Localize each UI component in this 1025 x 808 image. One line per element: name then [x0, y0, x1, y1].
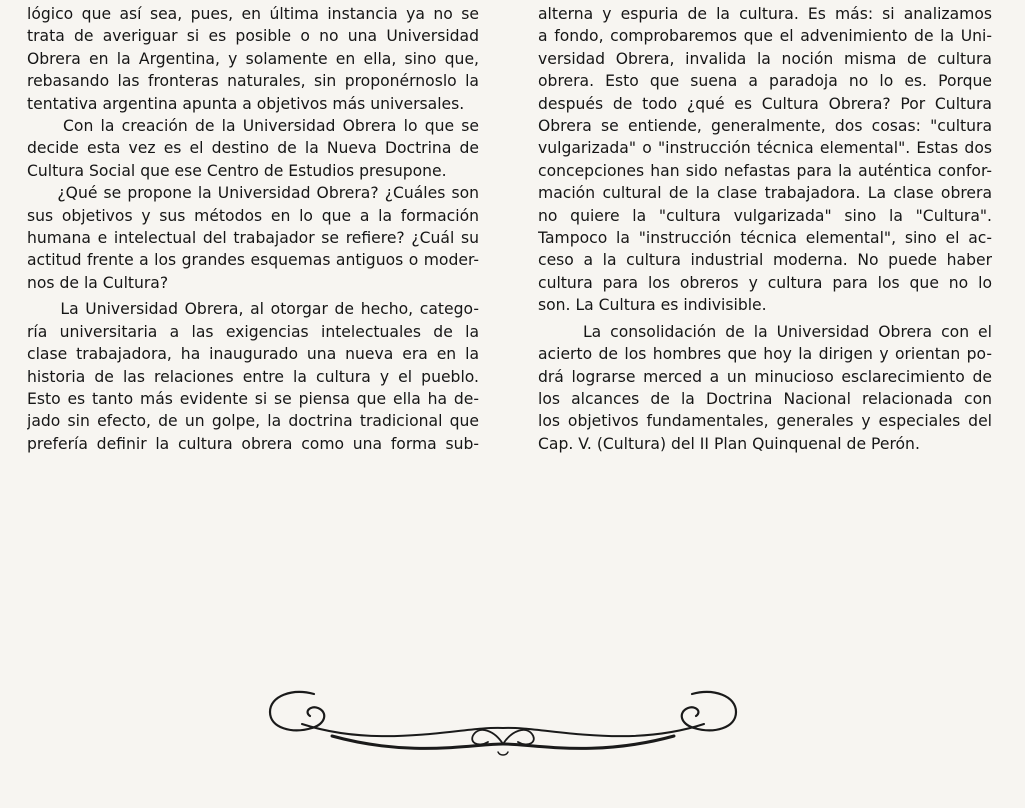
text-line: actitud frente a los grandes esquemas antiguos o moder-	[27, 251, 479, 270]
text-line: nos de la Cultura?	[27, 273, 169, 292]
text-line: versidad Obrera, invalida la noción misma de cultura	[538, 49, 992, 68]
text-line: ¿Qué se propone la Universidad Obrera? ¿Cuáles son	[27, 184, 479, 203]
paragraph	[27, 182, 479, 294]
paragraph	[538, 3, 992, 317]
text-line: lógico que así sea, pues, en última instancia ya no se	[27, 5, 479, 23]
text-line: después de todo ¿qué es Cultura Obrera? Por Cultura	[538, 94, 992, 113]
text-line: no quiere la "cultura vulgarizada" sino la "Cultura".	[538, 206, 992, 225]
text-line: concepciones han sido nefastas para la auténtica confor-	[538, 161, 992, 180]
text-line: Obrera en la Argentina, y solamente en ella, sino que,	[27, 49, 479, 68]
text-line: alterna y espuria de la cultura. Es más: si analizamos	[538, 5, 992, 23]
text-line: Con la creación de la Universidad Obrera lo que se	[27, 117, 479, 136]
paragraph	[27, 115, 479, 182]
text-line: son. La Cultura es indivisible.	[538, 296, 767, 315]
text-line: mación cultural de la clase trabajadora. La clase obrera	[538, 184, 992, 203]
text-line: Tampoco la "instrucción técnica elemental", sino el ac-	[538, 229, 992, 248]
text-line: sus objetivos y sus métodos en lo que a la formación	[27, 206, 479, 225]
text-line: prefería definir la cultura obrera como una forma sub-	[27, 434, 479, 453]
text-line: drá lograrse merced a un minucioso esclarecimiento de	[538, 367, 992, 386]
text-line: clase trabajadora, ha inaugurado una nueva era en la	[27, 345, 479, 364]
text-line: Obrera se entiende, generalmente, dos cosas: "cultura	[538, 117, 992, 136]
paragraph	[27, 298, 479, 455]
text-line: ceso a la cultura industrial moderna. No puede haber	[538, 251, 992, 270]
text-line: La Universidad Obrera, al otorgar de hecho, catego-	[27, 300, 479, 319]
text-line: La consolidación de la Universidad Obrera con el	[538, 322, 992, 341]
paragraph	[538, 321, 992, 455]
text-line: trata de averiguar si es posible o no una Universidad	[27, 27, 479, 46]
paragraph	[27, 3, 479, 115]
text-line: jado sin efecto, de un golpe, la doctrina tradicional que	[27, 412, 479, 431]
text-line: vulgarizada" o "instrucción técnica elemental". Estas dos	[538, 139, 992, 158]
text-line: acierto de los hombres que hoy la dirigen y orientan po-	[538, 345, 992, 364]
text-line: decide esta vez es el destino de la Nueva Doctrina de	[27, 139, 479, 158]
text-line: cultura para los obreros y cultura para los que no lo	[538, 273, 992, 292]
text-line: ría universitaria a las exigencias intelectuales de la	[27, 322, 479, 341]
decorative-flourish-icon	[262, 678, 744, 758]
text-line: historia de las relaciones entre la cultura y el pueblo.	[27, 367, 479, 386]
text-column-left	[27, 3, 479, 455]
text-line: rebasando las fronteras naturales, sin proponérnoslo la	[27, 72, 479, 91]
text-line: Cap. V. (Cultura) del II Plan Quinquenal de Perón.	[538, 434, 920, 453]
text-column-right	[538, 3, 992, 455]
text-line: Cultura Social que ese Centro de Estudios presupone.	[27, 161, 447, 180]
text-line: los alcances de la Doctrina Nacional relacionada con	[538, 389, 992, 408]
text-line: humana e intelectual del trabajador se refiere? ¿Cuál su	[27, 229, 479, 248]
text-line: tentativa argentina apunta a objetivos más universales.	[27, 94, 465, 113]
text-line: a fondo, comprobaremos que el advenimiento de la Uni-	[538, 27, 992, 46]
text-line: Esto es tanto más evidente si se piensa que ella ha de-	[27, 389, 479, 408]
text-line: obrera. Esto que suena a paradoja no lo es. Porque	[538, 72, 992, 91]
text-line: los objetivos fundamentales, generales y especiales del	[538, 412, 992, 431]
